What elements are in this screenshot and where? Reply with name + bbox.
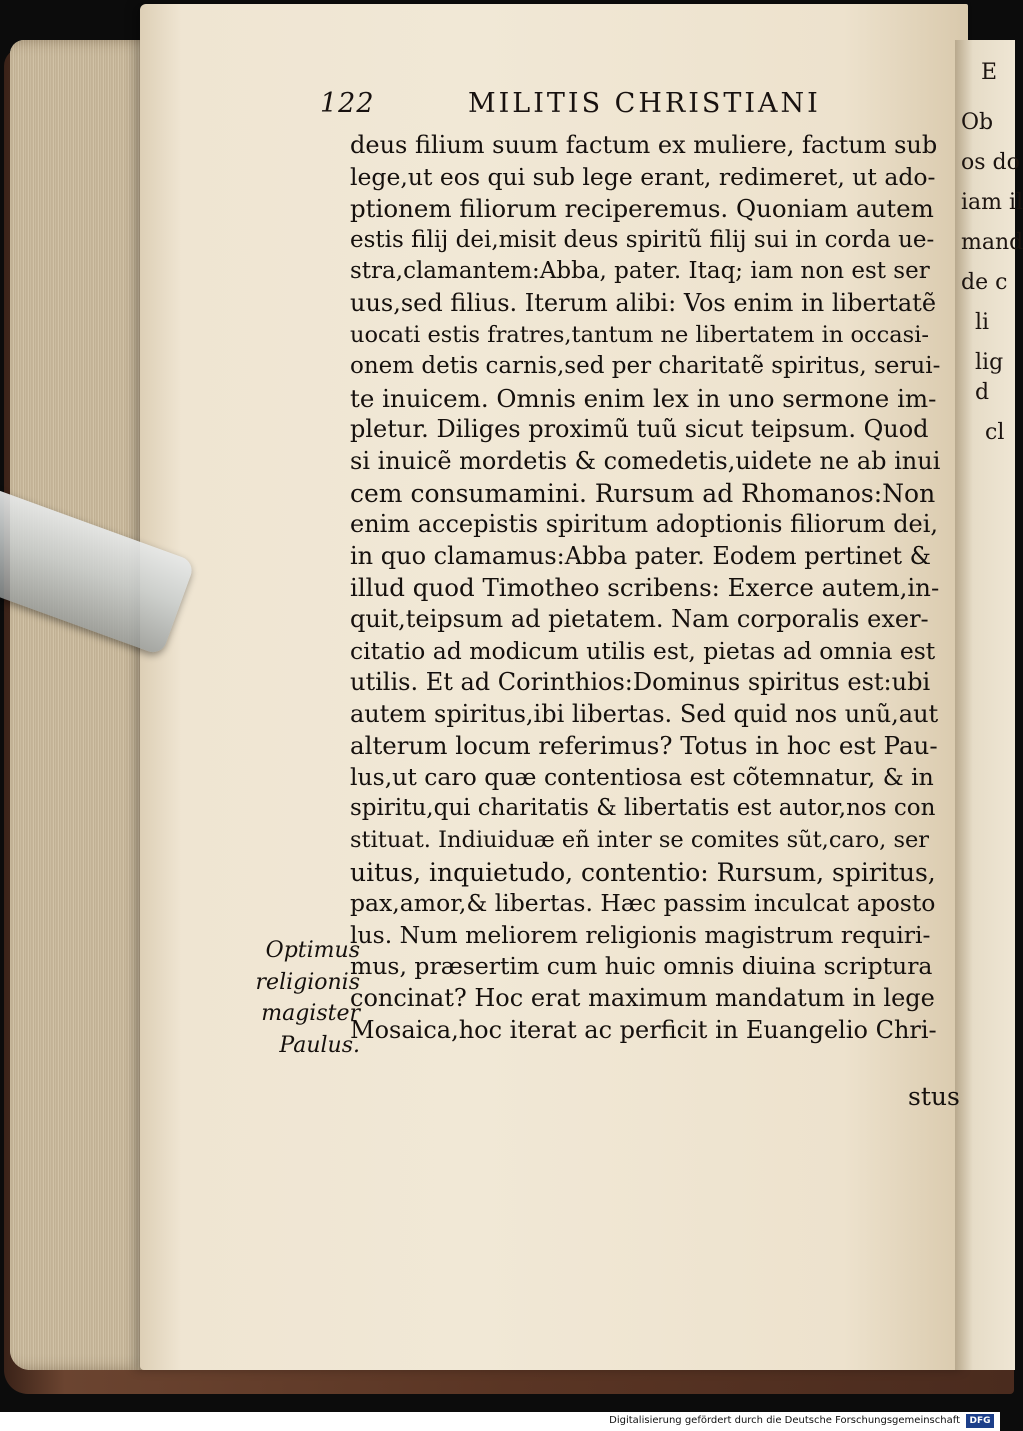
text-line: Mosaica,hoc iterat ac perficit in Euangelio Chri- — [350, 1015, 937, 1044]
marginal-note-line: Paulus. — [279, 1032, 360, 1058]
facing-page-fragment: de c — [961, 270, 1008, 295]
text-line: lus. Num meliorem religionis magistrum requiri- — [350, 920, 931, 949]
text-line: uocati estis fratres,tantum ne libertatem in occasi- — [350, 321, 929, 348]
text-line: alterum locum referimus? Totus in hoc est Pau- — [350, 731, 938, 761]
text-line: pletur. Diliges proximũ tuũ sicut teipsum. Quod — [350, 415, 929, 444]
text-line: stra,clamantem:Abba, pater. Itaq; iam non est ser — [350, 258, 930, 285]
text-line: mus, præsertim cum huic omnis diuina scriptura — [350, 952, 933, 981]
funding-credit: Digitalisierung gefördert durch die Deutsche Forschungsgemeinschaft — [609, 1415, 960, 1426]
text-line: enim accepistis spiritum adoptionis filiorum dei, — [350, 510, 939, 539]
text-line: deus filium suum factum ex muliere, factum sub — [350, 131, 938, 159]
facing-page-sliver — [955, 40, 1023, 1370]
text-line: lege,ut eos qui sub lege erant, redimeret, ut ado- — [350, 162, 936, 191]
marginal-note-line: Optimus — [265, 938, 360, 963]
text-line: in quo clamamus:Abba pater. Eodem pertinet & — [350, 541, 931, 570]
text-line: pax,amor,& libertas. Hæc passim inculcat aposto — [350, 889, 936, 918]
facing-page-fragment: mand — [961, 230, 1023, 255]
catchword: stus — [908, 1082, 960, 1111]
dfg-logo-icon: DFG — [966, 1414, 994, 1428]
facing-page-fragment: os do — [961, 150, 1020, 175]
text-line: onem detis carnis,sed per charitatẽ spiritus, serui- — [350, 353, 941, 380]
facing-page-fragment: li — [975, 310, 990, 335]
running-head: MILITIS CHRISTIANI — [468, 88, 821, 119]
text-line: autem spiritus,ibi libertas. Sed quid nos unũ,aut — [350, 699, 939, 728]
text-line: spiritu,qui charitatis & libertatis est autor,nos con — [350, 795, 936, 822]
text-line: uitus, inquietudo, contentio: Rursum, spiritus, — [350, 857, 936, 887]
text-line: concinat? Hoc erat maximum mandatum in lege — [350, 984, 935, 1013]
marginal-note — [240, 935, 360, 1061]
text-line: quit,teipsum ad pietatem. Nam corporalis exer- — [350, 604, 929, 633]
text-line: stituat. Indiuiduæ eñ inter se comites sũt,caro, ser — [350, 827, 930, 854]
text-line: citatio ad modicum utilis est, pietas ad omnia est — [350, 636, 936, 665]
body-text — [350, 130, 940, 1046]
facing-page-fragment: cl — [985, 420, 1005, 445]
facing-page-fragment: iam il — [961, 190, 1023, 215]
text-line: ptionem filiorum reciperemus. Quoniam autem — [350, 194, 934, 224]
text-line: utilis. Et ad Corinthios:Dominus spiritus est:ubi — [350, 668, 931, 697]
text-line: te inuicem. Omnis enim lex in uno sermone im- — [350, 383, 937, 413]
text-line: illud quod Timotheo scribens: Exerce autem,in- — [350, 573, 940, 603]
marginal-note-line: magister — [261, 1001, 360, 1027]
facing-page-fragment: d — [975, 380, 990, 405]
page-number: 122 — [320, 88, 375, 119]
page-edges — [10, 40, 160, 1370]
facing-page-fragment: E — [981, 60, 998, 85]
marginal-note-line: religionis — [255, 969, 360, 995]
footer-bar — [0, 1412, 1000, 1431]
text-line: si inuicẽ mordetis & comedetis,uidete ne ab inui — [350, 446, 941, 475]
facing-page-fragment: lig — [975, 350, 1004, 375]
text-line: cem consumamini. Rursum ad Rhomanos:Non — [350, 478, 936, 508]
text-line: estis filij dei,misit deus spiritũ filij sui in corda ue- — [350, 226, 935, 253]
text-line: uus,sed filius. Iterum alibi: Vos enim in libertatẽ — [350, 288, 937, 317]
text-line: lus,ut caro quæ contentiosa est cõtemnatur, & in — [350, 762, 934, 791]
page-header — [320, 88, 880, 128]
facing-page-fragment: Ob — [961, 110, 994, 135]
